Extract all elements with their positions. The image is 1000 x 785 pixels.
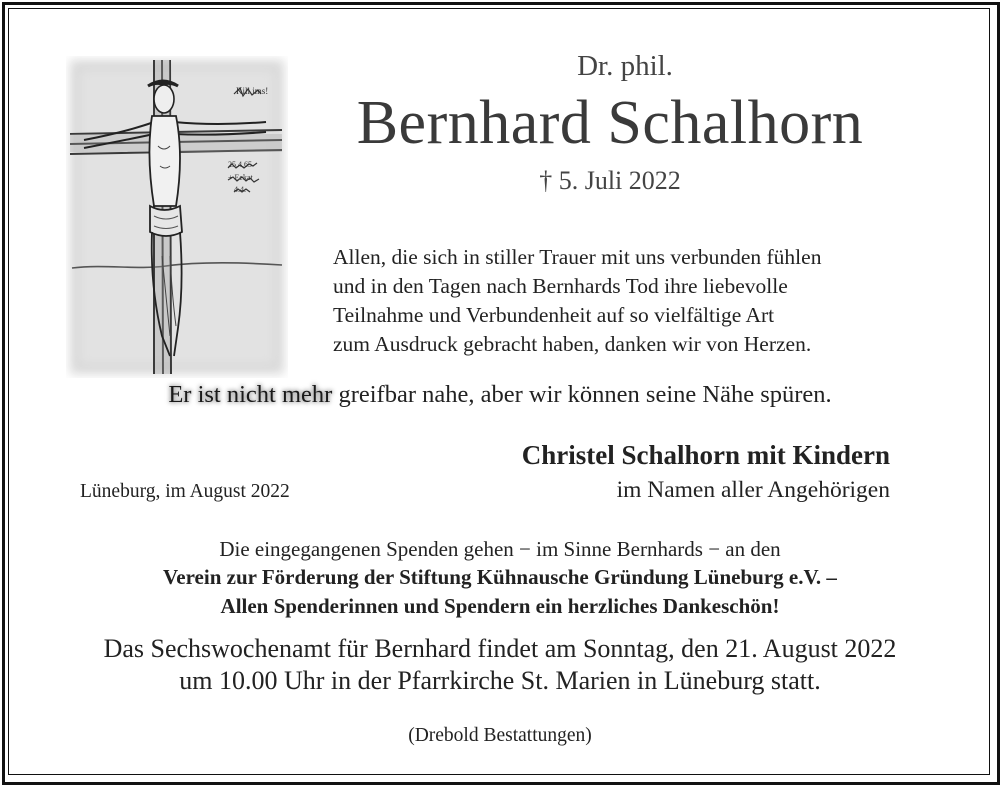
handwriting-4: 4.4. [234,185,246,194]
deceased-name: Bernhard Schalhorn [356,89,864,157]
thanks-line: zum Ausdruck gebracht haben, danken wir von Herzen. [333,332,812,356]
donation-line-3: Allen Spenderinnen und Spendern ein herzliches Dankeschön! [220,594,780,618]
quote-highlight: Er ist nicht mehr [168,381,333,408]
sender-name: Christel Schalhorn mit Kindern [521,440,890,470]
thanks-line: Allen, die sich in stiller Trauer mit uns verbunden fühlen [333,245,822,269]
academic-title: Dr. phil. [577,50,673,82]
handwriting-1: Kill ims! [236,86,269,96]
thanks-text [333,243,933,359]
death-date: † 5. Juli 2022 [539,166,681,195]
handwriting-2: 25.4.65 [228,160,252,169]
memorial-quote [60,381,940,409]
family-line: im Namen aller Angehörigen [616,477,890,503]
mass-line-1: Das Sechswochenamt für Bernhard findet am Sonntag, den 21. August 2022 [103,634,897,663]
place-date: Lüneburg, im August 2022 [80,481,290,502]
crucifix-illustration [66,56,288,378]
quote-rest: greifbar nahe, aber wir können seine Nähe spüren. [332,381,832,408]
thanks-line: und in den Tagen nach Bernhards Tod ihre liebevolle [333,274,788,298]
mass-line-2: um 10.00 Uhr in der Pfarrkirche St. Marien in Lüneburg statt. [179,666,821,695]
donation-line-1: Die eingegangenen Spenden gehen − im Sinne Bernhards − an den [219,537,781,561]
thanks-line: Teilnahme und Verbundenheit auf so vielfältige Art [333,303,775,327]
donation-line-2: Verein zur Förderung der Stiftung Kühnausche Gründung Lüneburg e.V. – [163,565,837,589]
handwriting-3: + Eekat [228,173,253,182]
undertaker: (Drebold Bestattungen) [408,725,592,746]
